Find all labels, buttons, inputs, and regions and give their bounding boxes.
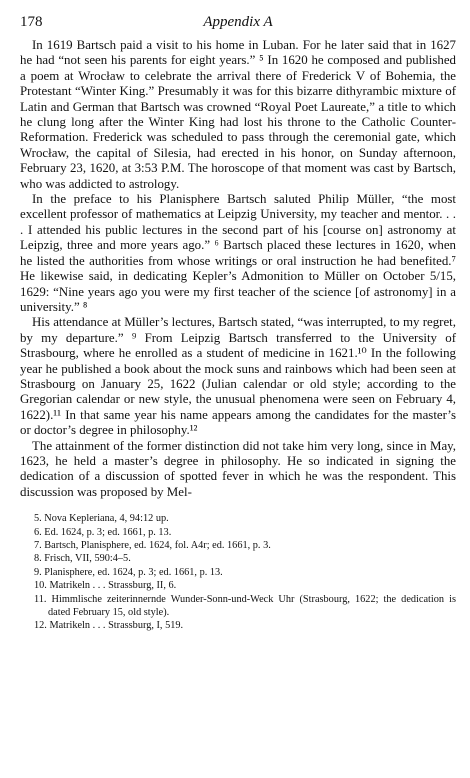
footnote: 8. Frisch, VII, 590:4–5.	[34, 553, 131, 565]
running-head: Appendix A	[203, 14, 273, 30]
body-text	[20, 38, 456, 500]
footnote: 6. Ed. 1624, p. 3; ed. 1661, p. 13.	[34, 526, 172, 538]
footnote: 12. Matrikeln . . . Strassburg, I, 519.	[34, 620, 184, 632]
footnote: 10. Matrikeln . . . Strassburg, II, 6.	[34, 580, 177, 592]
page-number: 178	[20, 14, 43, 30]
paragraph: In 1619 Bartsch paid a visit to his home in Luban. For he later said that in 1627 he had “not seen his parents for eight years.” ⁵ In 1620 he composed and published a poem at Wrocław to celebrate the arrival there of Frederick V of Bohemia, the Protestant “Winter King.” Presumably it was for this bizarre dithyrambic mixture of Latin and German that Bartsch was crowned “Royal Poet Laureate,” a title to which he clung long after the Winter King had lost his throne to the Catholic Counter-Reformation. Frederick was scheduled to pass through the ceremonial gate, which Wrocław, the capital of Silesia, had erected in his honor, on Sunday afternoon, February 23, 1620, at 3:53 P.M. The horoscope of that moment was cast by Bartsch, who was addicted to astrology.	[20, 38, 456, 191]
page-header	[20, 14, 456, 38]
footnote: 11. Himmlische zeiterinnernde Wunder-Sonn-und-Weck Uhr (Strasbourg, 1622; the dedication is dated February 15, old style).	[34, 593, 456, 619]
paragraph: In the preface to his Planisphere Bartsch saluted Philip Müller, “the most excellent professor of mathematics at Leipzig University, my teacher and mentor. . . . I attended his public lectures in the second part of his [course on] astronomy at Leipzig, three and more years ago.” ⁶ Bartsch placed these lectures in 1620, when he listed the authorities from whose writings or oral instruction he had benefited.⁷ He likewise said, in dedicating Kepler’s Admonition to Müller on October 5/15, 1629: “Nine years ago you were my first teacher of the science [of astronomy] in a university.” ⁸	[20, 192, 456, 314]
footnote: 7. Bartsch, Planisphere, ed. 1624, fol. A4r; ed. 1661, p. 3.	[34, 540, 271, 551]
footnote: 9. Planisphere, ed. 1624, p. 3; ed. 1661, p. 13.	[34, 566, 223, 578]
paragraph: The attainment of the former distinction did not take him very long, since in May, 1623, he held a master’s degree in philosophy. He so indicated in signing the dedication of a discussion of spotted fever in which he was the respondent. This discussion was proposed by Mel-	[20, 438, 456, 499]
footnotes	[20, 512, 456, 633]
paragraph: His attendance at Müller’s lectures, Bartsch stated, “was interrupted, to my regret, by my departure.” ⁹ From Leipzig Bartsch transferred to the University of Strasbourg, where he enrolled as a student of medicine in 1621.¹⁰ In the following year he published a book about the mock suns and rainbows which had been seen at Strasbourg on January 25, 1622 (Julian calendar or old style; according to the Gregorian calendar or new style, the unusual phenomena were seen on February 4, 1622).¹¹ In that same year his name appears among the candidates for the master’s or doctor’s degree in philosophy.¹²	[20, 315, 456, 438]
footnote: 5. Nova Kepleriana, 4, 94:12 up.	[34, 513, 169, 525]
